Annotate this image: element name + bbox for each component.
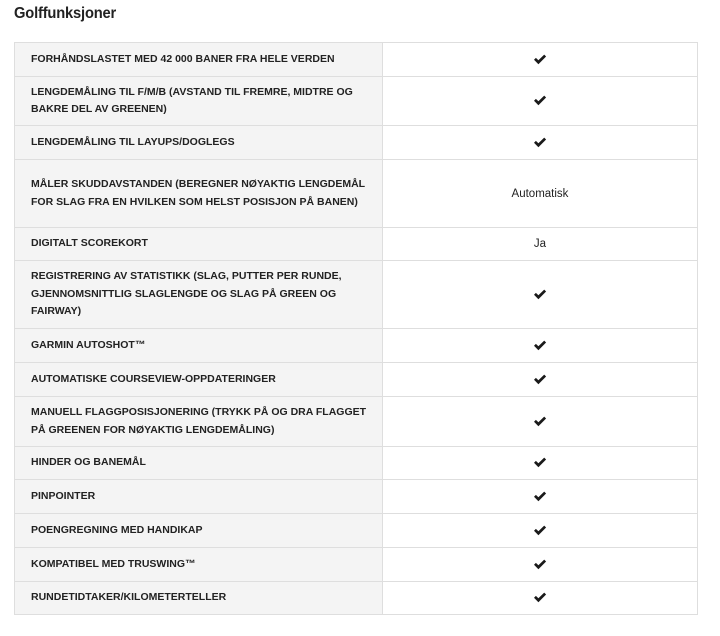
- feature-value: [383, 43, 698, 77]
- feature-label: RUNDETIDTAKER/KILOMETERTELLER: [15, 582, 383, 615]
- feature-label: AUTOMATISKE COURSEVIEW-OPPDATERINGER: [15, 363, 383, 397]
- feature-label: POENGREGNING MED HANDIKAP: [15, 514, 383, 548]
- feature-label: LENGDEMÅLING TIL F/M/B (AVSTAND TIL FREMRE, MIDTRE OG BAKRE DEL AV GREENEN): [15, 77, 383, 126]
- table-row: [15, 582, 698, 615]
- check-icon: [533, 525, 547, 536]
- check-icon: [533, 491, 547, 502]
- table-row: [15, 480, 698, 514]
- table-row: [15, 77, 698, 126]
- feature-value: [383, 548, 698, 582]
- feature-value-text: Ja: [533, 238, 547, 250]
- check-icon: [533, 559, 547, 570]
- table-row: [15, 514, 698, 548]
- table-row: [15, 548, 698, 582]
- table-row: [15, 363, 698, 397]
- feature-value-text: Automatisk: [511, 187, 569, 200]
- table-row: [15, 447, 698, 480]
- check-icon: [533, 95, 547, 106]
- table-row: [15, 397, 698, 447]
- table-row: [15, 329, 698, 363]
- feature-value: [383, 447, 698, 480]
- feature-label: PINPOINTER: [15, 480, 383, 514]
- feature-label: MANUELL FLAGGPOSISJONERING (TRYKK PÅ OG DRA FLAGGET PÅ GREENEN FOR NØYAKTIG LENGDEMÅLING): [15, 397, 383, 447]
- check-icon: [533, 416, 547, 427]
- table-row: [15, 43, 698, 77]
- feature-value: [383, 126, 698, 160]
- feature-value: [383, 77, 698, 126]
- feature-value: [383, 480, 698, 514]
- table-row: [15, 261, 698, 329]
- feature-value: [383, 160, 698, 228]
- check-icon: [533, 340, 547, 351]
- feature-label: GARMIN AUTOSHOT™: [15, 329, 383, 363]
- feature-value: [383, 363, 698, 397]
- feature-label: REGISTRERING AV STATISTIKK (SLAG, PUTTER PER RUNDE, GJENNOMSNITTLIG SLAGLENGDE OG SLAG PÅ GREEN OG FAIRWAY): [15, 261, 383, 329]
- golf-features-table: [14, 42, 698, 615]
- feature-value: [383, 397, 698, 447]
- feature-label: HINDER OG BANEMÅL: [15, 447, 383, 480]
- check-icon: [533, 374, 547, 385]
- golf-features-table-body: [15, 43, 698, 615]
- section-title: Golffunksjoner: [14, 5, 117, 22]
- table-row: [15, 228, 698, 261]
- feature-value: [383, 582, 698, 615]
- feature-value: [383, 329, 698, 363]
- feature-value: [383, 261, 698, 329]
- check-icon: [533, 54, 547, 65]
- feature-label: KOMPATIBEL MED TRUSWING™: [15, 548, 383, 582]
- check-icon: [533, 592, 547, 603]
- table-row: [15, 160, 698, 228]
- table-row: [15, 126, 698, 160]
- check-icon: [533, 289, 547, 300]
- check-icon: [533, 137, 547, 148]
- check-icon: [533, 457, 547, 468]
- feature-value: [383, 228, 698, 261]
- feature-label: LENGDEMÅLING TIL LAYUPS/DOGLEGS: [15, 126, 383, 160]
- feature-label: DIGITALT SCOREKORT: [15, 228, 383, 261]
- feature-value: [383, 514, 698, 548]
- feature-label: FORHÅNDSLASTET MED 42 000 BANER FRA HELE VERDEN: [15, 43, 383, 77]
- feature-label: MÅLER SKUDDAVSTANDEN (BEREGNER NØYAKTIG LENGDEMÅL FOR SLAG FRA EN HVILKEN SOM HELST POSISJON PÅ BANEN): [15, 160, 383, 228]
